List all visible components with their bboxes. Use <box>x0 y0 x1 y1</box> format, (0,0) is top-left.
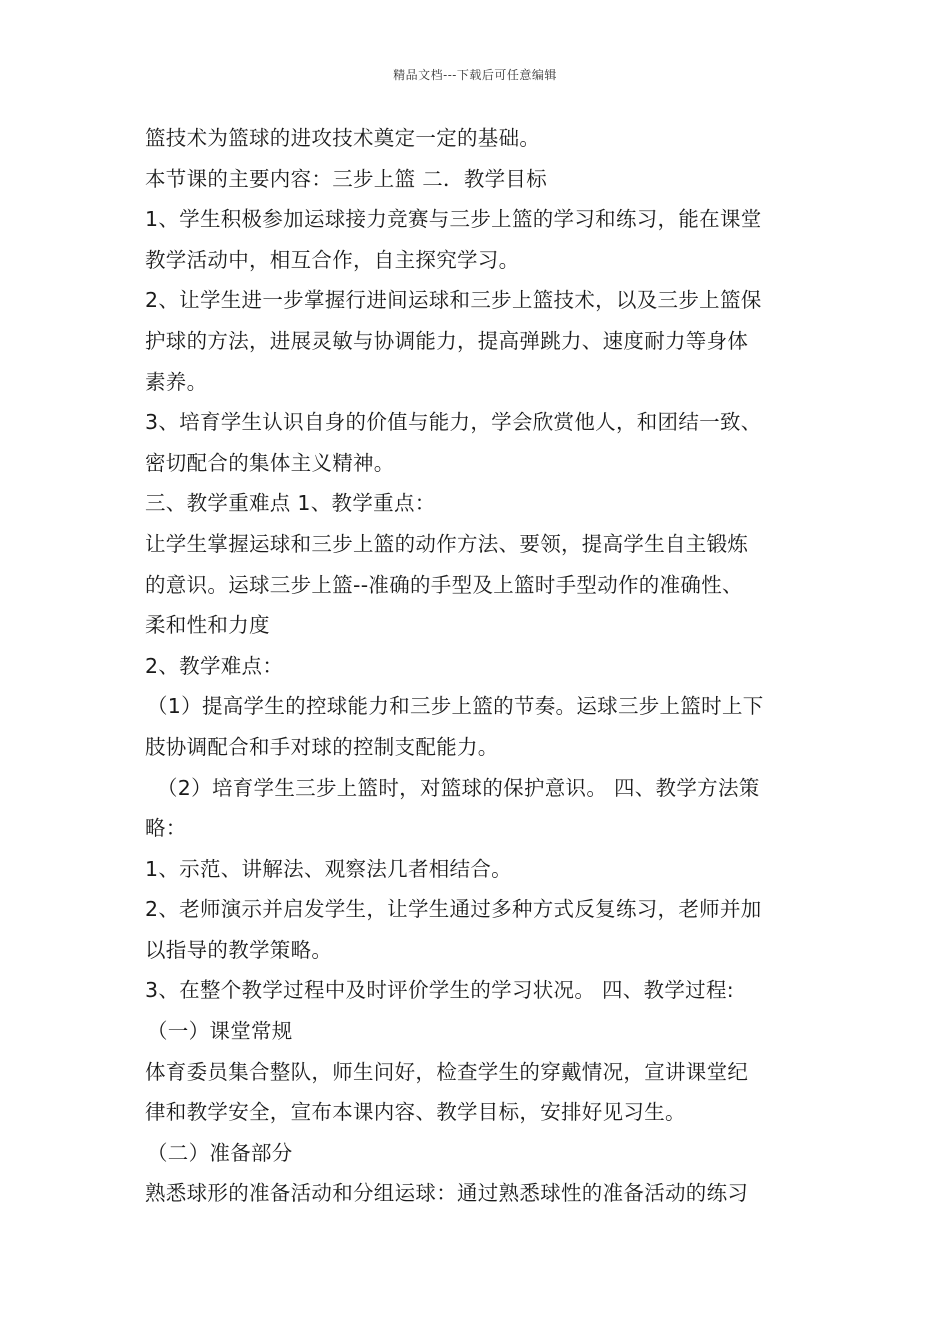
section-heading: 三、教学重难点 1、教学重点： <box>145 491 436 516</box>
text-line: 3、培育学生认识自身的价值与能力，学会欣赏他人，和团结一致、 <box>145 410 762 435</box>
text-line: 1、学生积极参加运球接力竞赛与三步上篮的学习和练习，能在课堂 <box>145 207 762 232</box>
text-line: （1）提高学生的控球能力和三步上篮的节奏。运球三步上篮时上下 <box>147 694 764 719</box>
section-heading: （二）准备部分 <box>147 1140 293 1165</box>
text-line: 护球的方法，进展灵敏与协调能力，提高弹跳力、速度耐力等身体 <box>145 328 749 353</box>
text-line: 让学生掌握运球和三步上篮的动作方法、要领，提高学生自主锻炼 <box>145 531 749 556</box>
text-line: 1、示范、讲解法、观察法几者相结合。 <box>145 856 512 881</box>
text-line: （2）培育学生三步上篮时，对篮球的保护意识。 四、教学方法策 <box>157 775 760 800</box>
text-line: 本节课的主要内容：三步上篮 二．教学目标 <box>145 166 548 191</box>
text-line: 熟悉球形的准备活动和分组运球：通过熟悉球性的准备活动的练习 <box>145 1181 749 1206</box>
text-line: 柔和性和力度 <box>145 613 270 638</box>
text-line: 篮技术为篮球的进攻技术奠定一定的基础。 <box>145 126 541 150</box>
text-line: 律和教学安全，宣布本课内容、教学目标，安排好见习生。 <box>145 1100 686 1125</box>
page-header: 精品文档---下载后可任意编辑 <box>393 68 557 82</box>
text-line: 肢协调配合和手对球的控制支配能力。 <box>145 734 499 759</box>
text-line: 略： <box>145 816 187 841</box>
text-line: 2、让学生进一步掌握行进间运球和三步上篮技术，以及三步上篮保 <box>145 288 762 313</box>
text-line: 以指导的教学策略。 <box>145 937 333 962</box>
section-heading: （一）课堂常规 <box>147 1019 293 1044</box>
text-line: 密切配合的集体主义精神。 <box>145 450 395 475</box>
text-line: 教学活动中，相互合作，自主探究学习。 <box>145 247 520 272</box>
text-line: 3、在整个教学过程中及时评价学生的学习状况。 四、教学过程: <box>145 978 734 1003</box>
text-line: 2、教学难点： <box>145 653 284 678</box>
text-line: 素养。 <box>145 369 208 394</box>
text-line: 体育委员集合整队，师生问好，检查学生的穿戴情况，宣讲课堂纪 <box>145 1059 749 1084</box>
text-line: 2、老师演示并启发学生，让学生通过多种方式反复练习，老师并加 <box>145 897 762 922</box>
text-line: 的意识。运球三步上篮--准确的手型及上篮时手型动作的准确性、 <box>145 572 743 597</box>
document-body <box>145 118 810 1214</box>
